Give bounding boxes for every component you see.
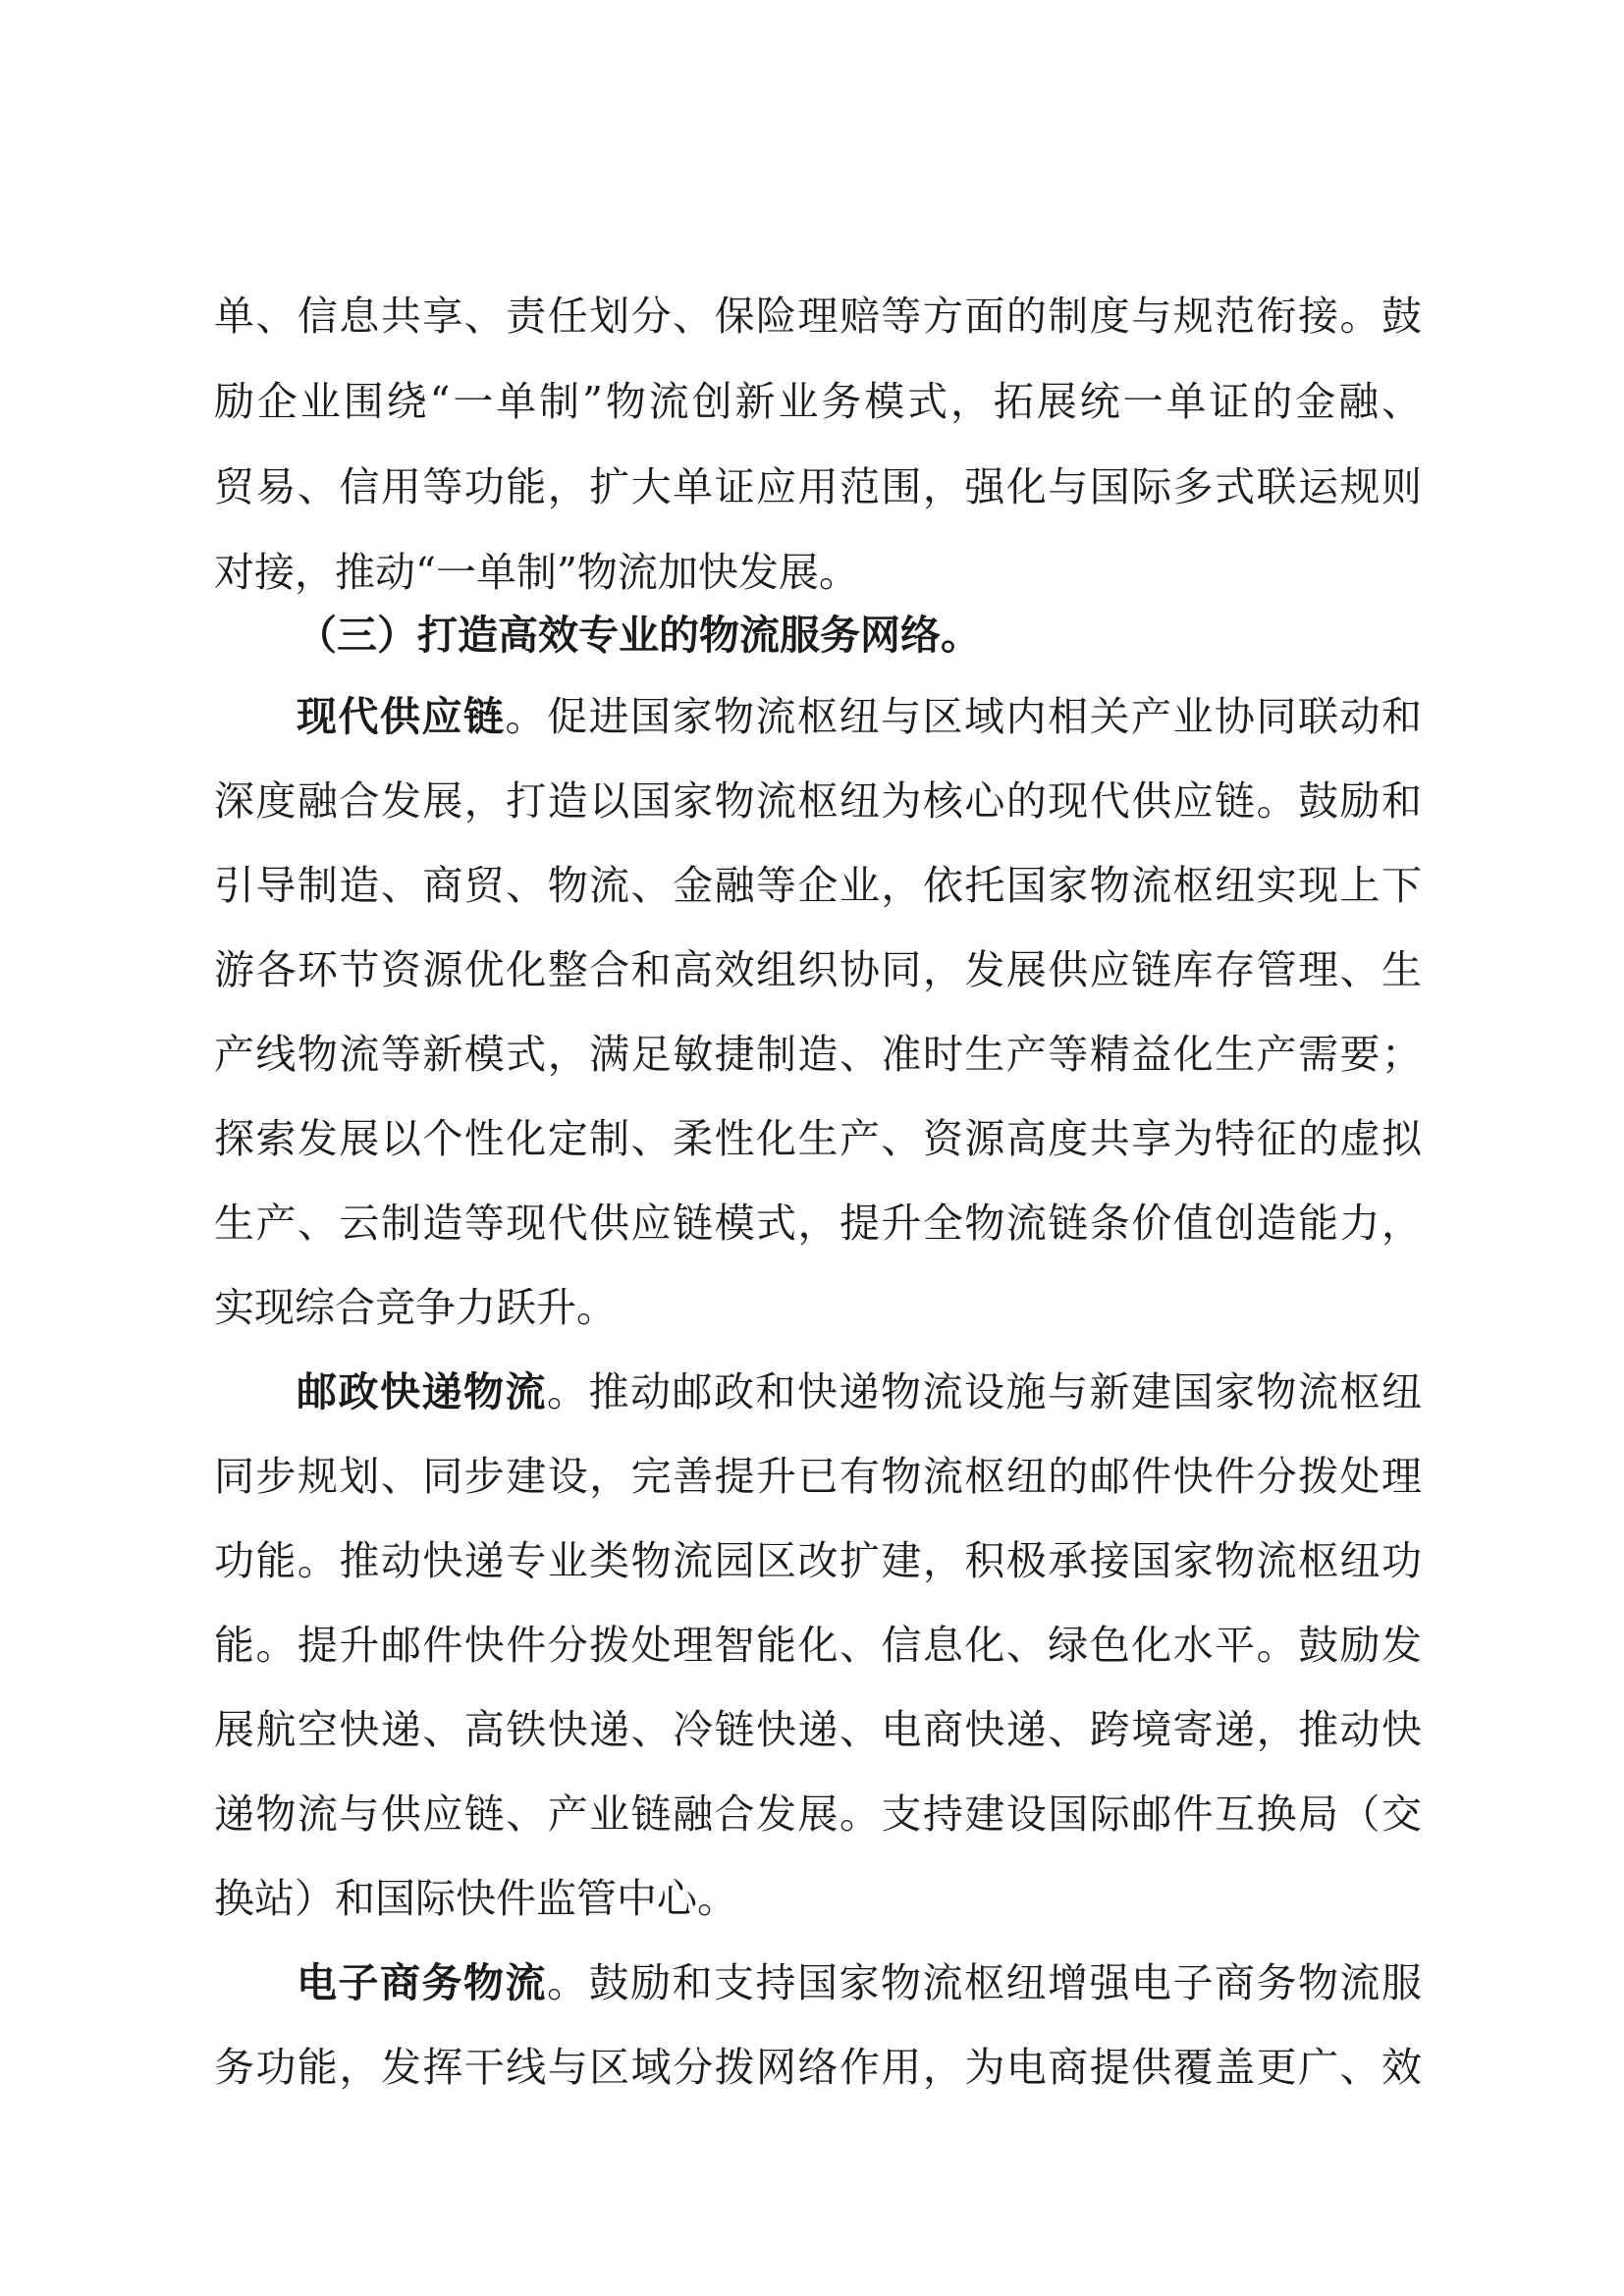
text-line: 对接，推动“一单制”物流加快发展。 [214,549,859,596]
paragraph-lead-term: 电子商务物流 [297,1959,547,2006]
text-line: 产线物流等新模式，满足敏捷制造、准时生产等精益化生产需要； [214,1031,1422,1078]
text-line: 同步规划、同步建设，完善提升已有物流枢纽的邮件快件分拨处理 [214,1453,1422,1500]
text-line: 能。提升邮件快件分拨处理智能化、信息化、绿色化水平。鼓励发 [214,1622,1422,1669]
paragraph-first-line [297,687,1422,746]
text-line: 探索发展以个性化定制、柔性化生产、资源高度共享为特征的虚拟 [214,1115,1422,1162]
text-line: 游各环节资源优化整合和高效组织协同，发展供应链库存管理、生 [214,946,1422,993]
text-line: 换站）和国际快件监管中心。 [214,1875,737,1922]
paragraph-first-line [297,1362,1422,1421]
text-line: 引导制造、商贸、物流、金融等企业，依托国家物流枢纽实现上下 [214,862,1422,909]
text-line: 贸易、信用等功能，扩大单证应用范围，强化与国际多式联运规则 [214,463,1422,510]
paragraph-first-line-text: 。鼓励和支持国家物流枢纽增强电子商务物流服 [547,1959,1422,2006]
text-line: 递物流与供应链、产业链融合发展。支持建设国际邮件互换局（交 [214,1790,1422,1838]
text-line: 展航空快递、高铁快递、冷链快递、电商快递、跨境寄递，推动快 [214,1706,1422,1753]
paragraph-lead-term: 邮政快递物流 [297,1368,547,1415]
text-line: 单、信息共享、责任划分、保险理赔等方面的制度与规范衔接。鼓 [214,293,1422,340]
paragraph-first-line-text: 。促进国家物流枢纽与区域内相关产业协同联动和 [505,693,1422,740]
text-line: 实现综合竞争力跃升。 [214,1284,617,1331]
text-line: 生产、云制造等现代供应链模式，提升全物流链条价值创造能力， [214,1200,1422,1247]
text-line: 功能。推动快递专业类物流园区改扩建，积极承接国家物流枢纽功 [214,1537,1422,1584]
text-line: 深度融合发展，打造以国家物流枢纽为核心的现代供应链。鼓励和 [214,777,1422,825]
paragraph-first-line-text: 。推动邮政和快递物流设施与新建国家物流枢纽 [547,1368,1422,1415]
text-line: 励企业围绕“一单制”物流创新业务模式，拓展统一单证的金融、 [214,378,1422,425]
paragraph-lead-term: 现代供应链 [297,693,506,740]
paragraph-first-line [297,1953,1422,2012]
text-line: 务功能，发挥干线与区域分拨网络作用，为电商提供覆盖更广、效 [214,2044,1422,2091]
section-heading: （三）打造高效专业的物流服务网络。 [297,612,981,659]
